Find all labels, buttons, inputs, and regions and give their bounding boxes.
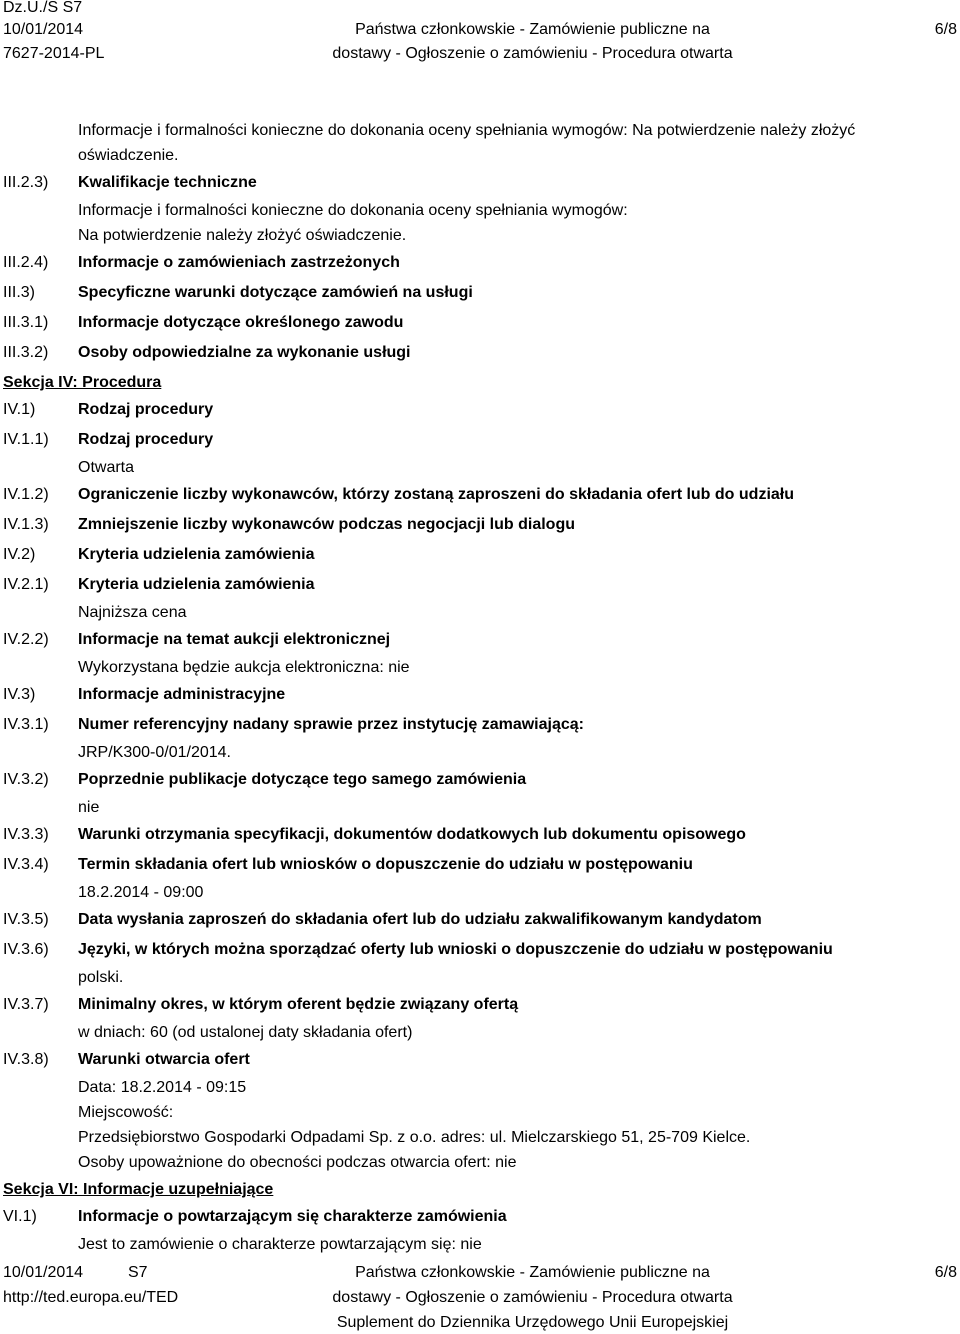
clause-number: III.3) — [3, 284, 36, 301]
clause-item — [3, 308, 953, 338]
clause-heading: Poprzednie publikacje dotyczące tego samego zamówienia — [78, 771, 527, 788]
clause-item — [3, 710, 953, 765]
clause-item — [3, 1045, 953, 1175]
section-heading: Sekcja VI: Informacje uzupełniające — [3, 1181, 274, 1198]
clause-text: Informacje i formalności konieczne do dokonania oceny spełniania wymogów: — [78, 202, 628, 219]
clause-heading: Specyficzne warunki dotyczące zamówień na usługi — [78, 284, 473, 301]
clause-text: JRP/K300-0/01/2014. — [78, 744, 231, 761]
clause-heading: Informacje dotyczące określonego zawodu — [78, 314, 404, 331]
clause-number: IV.3.8) — [3, 1051, 49, 1068]
clause-number: III.3.2) — [3, 344, 49, 361]
clause-heading: Kryteria udzielenia zamówienia — [78, 546, 315, 563]
clause-item — [3, 935, 953, 990]
clause-number: IV.1.1) — [3, 431, 49, 448]
clause-item — [3, 850, 953, 905]
clause-heading: Numer referencyjny nadany sprawie przez instytucję zamawiającą: — [78, 716, 584, 733]
footer-page-number: 6/8 — [934, 1264, 957, 1281]
clause-number: IV.1.3) — [3, 516, 49, 533]
clause-number: IV.1.2) — [3, 486, 49, 503]
intro-line: oświadczenie. — [78, 147, 179, 164]
clause-number: IV.2.1) — [3, 576, 49, 593]
clause-item — [3, 540, 953, 570]
clause-text: Na potwierdzenie należy złożyć oświadczenie. — [78, 227, 407, 244]
clause-heading: Osoby odpowiedzialne za wykonanie usługi — [78, 344, 411, 361]
clause-item — [3, 680, 953, 710]
clause-text: Jest to zamówienie o charakterze powtarzającym się: nie — [78, 1236, 482, 1253]
clause-number: IV.3) — [3, 686, 36, 703]
clause-item — [3, 820, 953, 850]
clause-number: IV.3.6) — [3, 941, 49, 958]
clause-item — [3, 168, 953, 248]
clause-item — [3, 338, 953, 368]
clause-number: IV.3.5) — [3, 911, 49, 928]
clause-number: IV.2.2) — [3, 631, 49, 648]
section-iii-items — [3, 168, 953, 368]
clause-heading: Ograniczenie liczby wykonawców, którzy zostaną zaproszeni do składania ofert lub do udziału — [78, 486, 794, 503]
header-title-line2: dostawy - Ogłoszenie o zamówieniu - Procedura otwarta — [332, 45, 733, 62]
clause-item — [3, 990, 953, 1045]
clause-text: polski. — [78, 969, 124, 986]
clause-number: IV.3.7) — [3, 996, 49, 1013]
clause-text: Otwarta — [78, 459, 135, 476]
section-iv-items — [3, 395, 953, 1175]
clause-heading: Informacje administracyjne — [78, 686, 286, 703]
clause-item — [3, 480, 953, 510]
page-footer — [0, 1262, 960, 1334]
clause-item — [3, 765, 953, 820]
clause-text: Data: 18.2.2014 - 09:15 — [78, 1079, 247, 1096]
clause-heading: Warunki otwarcia ofert — [78, 1051, 250, 1068]
clause-text: Miejscowość: — [78, 1104, 174, 1121]
clause-item — [3, 905, 953, 935]
clause-number: VI.1) — [3, 1208, 37, 1225]
intro-block — [3, 118, 953, 168]
clause-text: Najniższa cena — [78, 604, 187, 621]
footer-title-line2: dostawy - Ogłoszenie o zamówieniu - Procedura otwarta — [332, 1289, 733, 1306]
clause-heading: Języki, w których można sporządzać oferty lub wnioski o dopuszczenie do udziału w postępowaniu — [78, 941, 833, 958]
clause-item — [3, 510, 953, 540]
clause-number: III.3.1) — [3, 314, 49, 331]
section-vi-items — [3, 1202, 953, 1257]
section-heading: Sekcja IV: Procedura — [3, 374, 162, 391]
clause-heading: Rodzaj procedury — [78, 431, 214, 448]
notice-number: 7627-2014-PL — [3, 45, 105, 62]
clause-heading: Warunki otrzymania specyfikacji, dokumentów dodatkowych lub dokumentu opisowego — [78, 826, 746, 843]
clause-number: III.2.4) — [3, 254, 49, 271]
clause-item — [3, 425, 953, 480]
clause-heading: Kryteria udzielenia zamówienia — [78, 576, 315, 593]
clause-heading: Kwalifikacje techniczne — [78, 174, 257, 191]
intro-line: Informacje i formalności konieczne do dokonania oceny spełniania wymogów: Na potwierdzenie należy złożyć — [78, 122, 856, 139]
document-content — [3, 118, 953, 1257]
clause-text: Przedsiębiorstwo Gospodarki Odpadami Sp. z o.o. adres: ul. Mielczarskiego 51, 25-709 Kielce. — [78, 1129, 751, 1146]
clause-heading: Informacje o powtarzającym się charakterze zamówienia — [78, 1208, 507, 1225]
clause-item — [3, 1202, 953, 1257]
clause-number: III.2.3) — [3, 174, 49, 191]
clause-text: 18.2.2014 - 09:00 — [78, 884, 204, 901]
clause-heading: Termin składania ofert lub wniosków o dopuszczenie do udziału w postępowaniu — [78, 856, 693, 873]
header-page-number: 6/8 — [934, 21, 957, 38]
clause-item — [3, 395, 953, 425]
clause-text: nie — [78, 799, 100, 816]
clause-text: Wykorzystana będzie aukcja elektroniczna: nie — [78, 659, 410, 676]
clause-heading: Rodzaj procedury — [78, 401, 214, 418]
journal-ref: Dz.U./S S7 — [3, 0, 83, 16]
footer-supplement: Suplement do Dziennika Urzędowego Unii Europejskiej — [336, 1314, 729, 1331]
clause-number: IV.2) — [3, 546, 36, 563]
clause-number: IV.3.1) — [3, 716, 49, 733]
clause-heading: Informacje na temat aukcji elektronicznej — [78, 631, 391, 648]
header-title-line1: Państwa członkowskie - Zamówienie publiczne na — [355, 21, 710, 38]
footer-title-line1: Państwa członkowskie - Zamówienie publiczne na — [355, 1264, 710, 1281]
header-date: 10/01/2014 — [3, 21, 84, 38]
clause-item — [3, 625, 953, 680]
footer-url: http://ted.europa.eu/TED — [3, 1289, 179, 1306]
footer-date: 10/01/2014 — [3, 1264, 84, 1281]
clause-heading: Minimalny okres, w którym oferent będzie związany ofertą — [78, 996, 519, 1013]
clause-number: IV.3.2) — [3, 771, 49, 788]
clause-number: IV.3.4) — [3, 856, 49, 873]
clause-text: w dniach: 60 (od ustalonej daty składania ofert) — [78, 1024, 413, 1041]
clause-text: Osoby upoważnione do obecności podczas otwarcia ofert: nie — [78, 1154, 517, 1171]
clause-item — [3, 570, 953, 625]
clause-item — [3, 248, 953, 278]
clause-heading: Data wysłania zaproszeń do składania ofert lub do udziału zakwalifikowanym kandydatom — [78, 911, 762, 928]
clause-heading: Informacje o zamówieniach zastrzeżonych — [78, 254, 400, 271]
clause-number: IV.3.3) — [3, 826, 49, 843]
page-header — [0, 0, 960, 70]
clause-item — [3, 278, 953, 308]
clause-number: IV.1) — [3, 401, 36, 418]
clause-heading: Zmniejszenie liczby wykonawców podczas negocjacji lub dialogu — [78, 516, 575, 533]
footer-series: S7 — [128, 1264, 148, 1281]
